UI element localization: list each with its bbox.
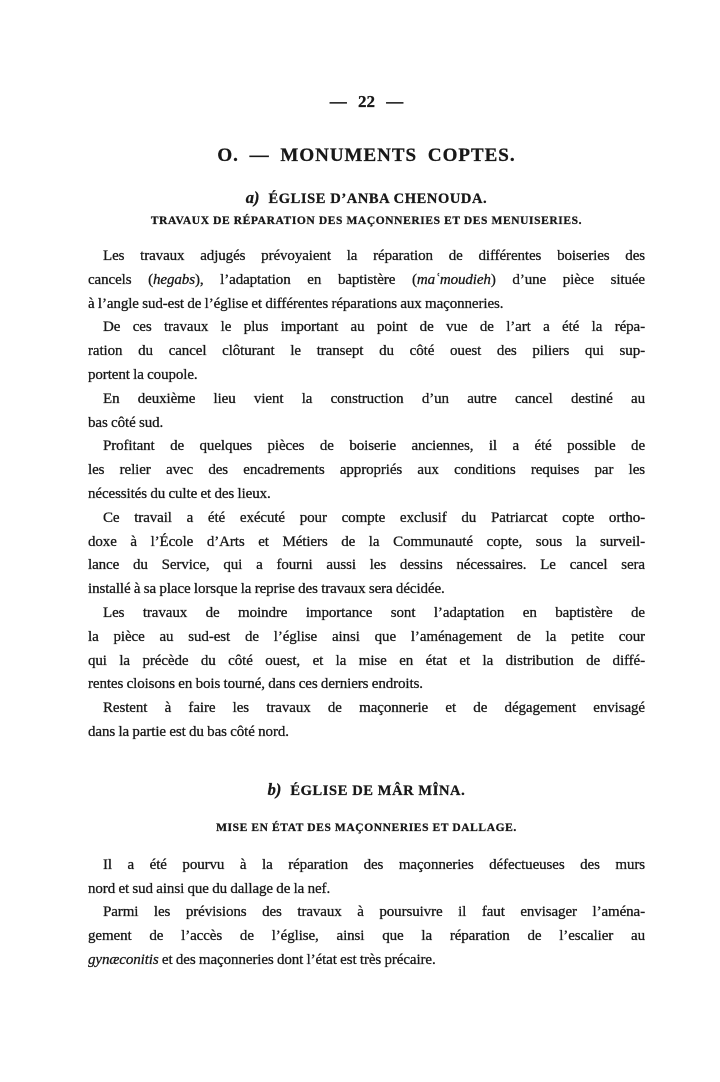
text-line: à l’angle sud-est de l’église et différentes réparations aux maçonneries.	[88, 295, 504, 312]
text-line: Parmi les prévisions des travaux à poursuivre il faut envisager l’aména-	[103, 904, 645, 921]
text-line: qui la précède du côté ouest, et la mise en état et la distribution de diffé-	[88, 652, 645, 669]
italic-term: maʿmoudieh	[416, 271, 491, 288]
text-line: En deuxième lieu vient la construction d’un autre cancel destiné au	[103, 390, 645, 407]
text-line: gement de l’accès de l’église, ainsi que la réparation de l’escalier au	[88, 928, 645, 945]
text-column	[88, 0, 645, 973]
text-line: nécessités du culte et des lieux.	[88, 485, 271, 502]
subsection-b-name: ÉGLISE DE MÂR MÎNA.	[290, 782, 466, 799]
text-line: lance du Service, qui a fourni aussi les dessins nécessaires. Le cancel sera	[88, 557, 645, 574]
italic-term: gynæconitis	[88, 951, 159, 968]
paragraph	[88, 697, 645, 745]
text-line: rentes cloisons en bois tourné, dans ces derniers endroits.	[88, 676, 423, 693]
paragraph	[88, 854, 645, 902]
subsection-b-label: b)	[267, 779, 282, 799]
subsection-b-title	[88, 781, 645, 799]
paragraph	[88, 602, 645, 697]
text-line: bas côté sud.	[88, 414, 164, 431]
subsection-a-name: ÉGLISE D’ANBA CHENOUDA.	[268, 191, 488, 207]
page-number: — 22 —	[329, 92, 404, 111]
text-line: Il a été pourvu à la réparation des maçonneries défectueuses des murs	[103, 856, 645, 873]
paragraph	[88, 901, 645, 972]
text-line: Profitant de quelques pièces de boiserie anciennes, il a été possible de	[103, 438, 645, 455]
text-line: Les travaux adjugés prévoyaient la réparation de différentes boiseries des	[103, 248, 645, 264]
text-line: De ces travaux le plus important au point de vue de l’art a été la répa-	[103, 319, 645, 336]
subsection-a-label: a)	[245, 188, 260, 207]
text-line: la pièce au sud-est de l’église ainsi que l’aménagement de la petite cour	[88, 628, 645, 645]
subsection-a-body	[88, 245, 645, 745]
text-line: dans la partie est du bas côté nord.	[88, 723, 289, 740]
paragraph	[88, 316, 645, 387]
text-line: ration du cancel clôturant le transept du côté ouest des piliers qui sup-	[88, 343, 645, 360]
text-line: cancels (hegabs), l’adaptation en baptistère (maʿmoudieh) d’une pièce située	[88, 271, 645, 288]
text-line: doxe à l’École d’Arts et Métiers de la Communauté copte, sous la surveil-	[88, 533, 645, 550]
subsection-b-body	[88, 854, 645, 973]
italic-term: hegabs	[153, 271, 195, 288]
paragraph	[88, 507, 645, 602]
section-heading: O. — MONUMENTS COPTES.	[217, 145, 516, 166]
subsection-a-subtitle: TRAVAUX DE RÉPARATION DES MAÇONNERIES ET DES MENUISERIES.	[150, 215, 583, 227]
subsection-a-title	[88, 189, 645, 207]
text-line: les relier avec des encadrements appropriés aux conditions requises par les	[88, 462, 645, 479]
paragraph	[88, 388, 645, 436]
text-line: Ce travail a été exécuté pour compte exclusif du Patriarcat copte ortho-	[103, 509, 645, 526]
paragraph	[88, 435, 645, 506]
text-line: installé à sa place lorsque la reprise des travaux sera décidée.	[88, 581, 445, 598]
text-line: Restent à faire les travaux de maçonnerie et de dégagement envisagé	[103, 700, 645, 717]
text-line: gynæconitis et des maçonneries dont l’état est très précaire.	[88, 951, 436, 968]
text-line: portent la coupole.	[88, 366, 198, 383]
subsection-b-subtitle: MISE EN ÉTAT DES MAÇONNERIES ET DALLAGE.	[216, 821, 517, 834]
paragraph	[88, 245, 645, 316]
text-line: nord et sud ainsi que du dallage de la nef.	[88, 880, 331, 897]
text-line: Les travaux de moindre importance sont l’adaptation en baptistère de	[103, 604, 645, 621]
